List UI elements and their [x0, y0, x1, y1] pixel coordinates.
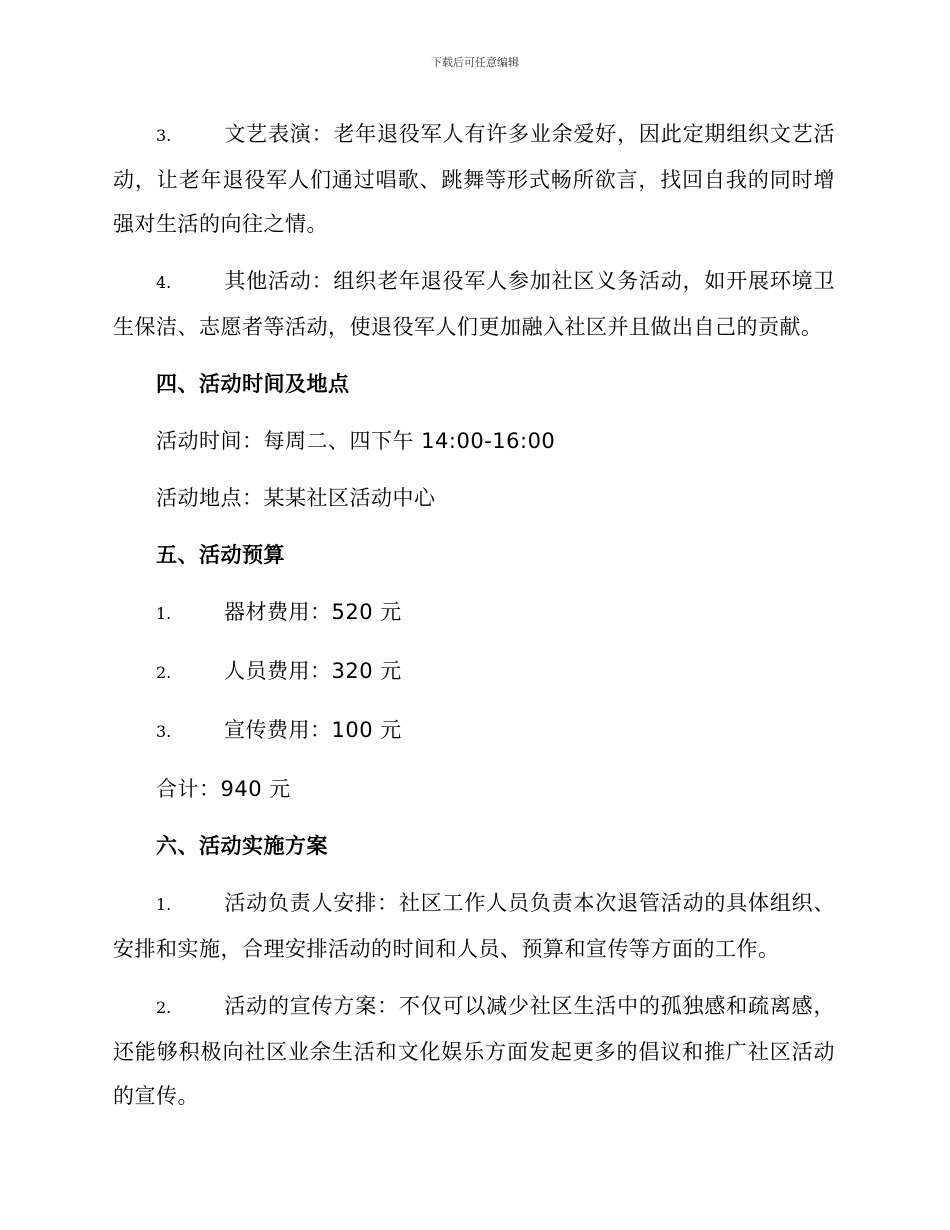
activity-place: 活动地点：某某社区活动中心: [156, 486, 436, 510]
section-heading: 五、活动预算: [156, 543, 285, 567]
item-number: 2.: [156, 663, 172, 682]
list-item: [113, 590, 835, 636]
budget-total: 合计：940 元: [156, 777, 291, 801]
list-item: [113, 881, 835, 971]
list-item: [113, 259, 835, 349]
item-number: 2.: [156, 998, 172, 1017]
item-number: 1.: [156, 604, 172, 623]
item-number: 3.: [156, 722, 172, 741]
item-number: 3.: [156, 126, 172, 145]
item-number: 1.: [156, 895, 172, 914]
item-text: 宣传费用：100 元: [224, 718, 402, 742]
item-text: 文艺表演：老年退役军人有许多业余爱好，因此定期组织文艺活动，让老年退役军人们通过唱歌、跳舞等形式畅所欲言，找回自我的同时增强对生活的向往之情。: [113, 122, 835, 236]
item-text: 活动的宣传方案：不仅可以减少社区生活中的孤独感和疏离感，还能够积极向社区业余生活和文化娱乐方面发起更多的倡议和推广社区活动的宣传。: [113, 994, 835, 1108]
item-text: 人员费用：320 元: [224, 659, 402, 683]
activity-time: 活动时间：每周二、四下午 14:00-16:00: [156, 429, 556, 453]
list-item: [113, 984, 835, 1118]
section-heading: 六、活动实施方案: [156, 834, 328, 858]
list-item: [113, 649, 835, 695]
item-text: 器材费用：520 元: [224, 600, 402, 624]
section-heading: 四、活动时间及地点: [156, 372, 350, 396]
list-item: [113, 112, 835, 246]
item-number: 4.: [156, 273, 172, 292]
header-note: 下载后可任意编辑: [431, 56, 519, 69]
list-item: [113, 708, 835, 754]
document-body: [113, 112, 835, 1118]
item-text: 其他活动：组织老年退役军人参加社区义务活动，如开展环境卫生保洁、志愿者等活动，使退役军人们更加融入社区并且做出自己的贡献。: [113, 269, 835, 339]
item-text: 活动负责人安排：社区工作人员负责本次退管活动的具体组织、安排和实施，合理安排活动的时间和人员、预算和宣传等方面的工作。: [113, 891, 835, 961]
